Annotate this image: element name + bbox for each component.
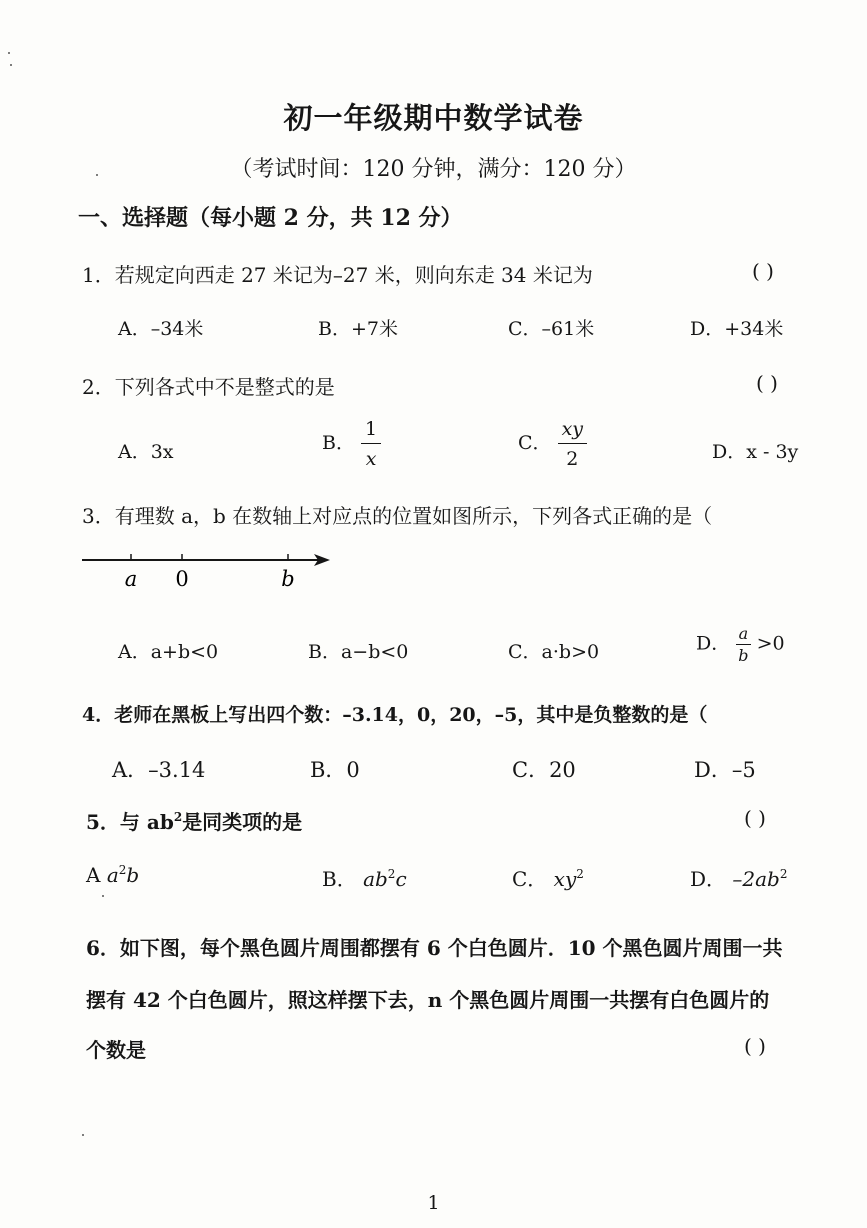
question-2-option-b xyxy=(322,418,381,470)
question-4-option-c: C．20 xyxy=(512,758,576,782)
exponent: 2 xyxy=(118,863,127,877)
question-5-option-c xyxy=(512,863,584,892)
question-5-option-d xyxy=(690,863,788,892)
question-6-line-2: 摆有 42 个白色圆片，照这样摆下去，n 个黑色圆片周围一共摆有白色圆片的 xyxy=(86,988,770,1012)
question-3-option-a: A．a+b<0 xyxy=(118,641,219,663)
fraction-denominator: 2 xyxy=(566,448,579,470)
question-5-prefix: 5．与 ab xyxy=(86,810,174,834)
fraction-denominator: b xyxy=(738,646,749,665)
option-label: D． xyxy=(696,632,731,655)
option-label: D． xyxy=(690,867,727,891)
option-label: A xyxy=(86,863,101,887)
question-3-option-b: B．a−b<0 xyxy=(308,641,409,663)
term-base: xy xyxy=(553,867,577,891)
option-label: B． xyxy=(322,432,355,454)
exponent: 2 xyxy=(387,867,396,881)
axis-label-a: a xyxy=(124,567,138,591)
scan-speck xyxy=(82,1134,84,1136)
scan-speck xyxy=(8,52,10,54)
section-heading: 一、选择题（每小题 2 分，共 12 分） xyxy=(78,205,463,231)
question-4-text: 4．老师在黑板上写出四个数：–3.14，0，20，–5，其中是负整数的是（ xyxy=(82,704,708,726)
term-base: a xyxy=(106,863,119,887)
number-line xyxy=(80,548,340,596)
question-5-suffix: 是同类项的是 xyxy=(182,810,303,834)
question-3-option-d xyxy=(696,624,785,665)
question-1-option-a: A．–34米 xyxy=(118,318,204,340)
page-number: 1 xyxy=(427,1192,440,1214)
question-4-option-b: B．0 xyxy=(310,758,360,782)
exam-info: （考试时间：120 分钟，满分：120 分） xyxy=(230,157,637,182)
option-label: C． xyxy=(512,867,548,891)
question-2-option-a: A．3x xyxy=(118,441,174,463)
scan-speck xyxy=(102,895,104,897)
option-label: C． xyxy=(518,432,552,454)
fraction-numerator: xy xyxy=(561,418,584,440)
fraction xyxy=(736,624,750,665)
exponent: 2 xyxy=(173,810,183,824)
term-base: ab xyxy=(363,867,388,891)
scan-speck xyxy=(10,64,12,66)
question-6-line-3: 个数是 xyxy=(86,1038,146,1062)
question-6-line-1: 6．如下图，每个黑色圆片周围都摆有 6 个白色圆片．10 个黑色圆片周围一共 xyxy=(86,936,783,960)
axis-label-zero: 0 xyxy=(175,567,189,591)
question-6-answer-blank: ( ) xyxy=(744,1034,766,1058)
exponent: 2 xyxy=(576,867,584,881)
question-5-text xyxy=(86,806,302,835)
question-5-option-a xyxy=(86,863,139,887)
inequality-tail: >0 xyxy=(756,632,785,655)
exponent: 2 xyxy=(779,867,788,881)
question-3-option-c: C．a·b>0 xyxy=(508,641,600,663)
question-1-answer-blank: ( ) xyxy=(752,259,774,283)
term-tail: b xyxy=(126,863,140,887)
question-1-option-b: B．+7米 xyxy=(318,318,398,340)
fraction-numerator: a xyxy=(738,624,749,643)
fraction-numerator: 1 xyxy=(365,418,378,440)
question-2-text: 2．下列各式中不是整式的是 xyxy=(82,375,335,399)
question-4-option-d: D．–5 xyxy=(694,758,756,782)
question-2-option-c xyxy=(518,418,587,470)
question-3-text: 3．有理数 a，b 在数轴上对应点的位置如图所示，下列各式正确的是（ xyxy=(82,504,713,528)
question-5-answer-blank: ( ) xyxy=(744,806,766,830)
term-tail: c xyxy=(395,867,407,891)
question-4-option-a: A．–3.14 xyxy=(112,758,206,782)
scan-speck xyxy=(96,174,98,176)
question-2-answer-blank: ( ) xyxy=(756,371,778,395)
term-base: –2ab xyxy=(732,867,780,891)
page-title: 初一年级期中数学试卷 xyxy=(283,101,584,135)
question-1-option-c: C．–61米 xyxy=(508,318,595,340)
question-2-option-d: D．x - 3y xyxy=(712,441,799,463)
axis-label-b: b xyxy=(281,567,295,591)
question-1-text: 1．若规定向西走 27 米记为–27 米，则向东走 34 米记为 xyxy=(82,263,593,287)
option-label: B． xyxy=(322,867,357,891)
fraction xyxy=(558,418,587,470)
question-5-option-b xyxy=(322,863,407,892)
fraction-denominator: x xyxy=(365,448,377,470)
question-1-option-d: D．+34米 xyxy=(690,318,784,340)
fraction xyxy=(361,418,381,470)
